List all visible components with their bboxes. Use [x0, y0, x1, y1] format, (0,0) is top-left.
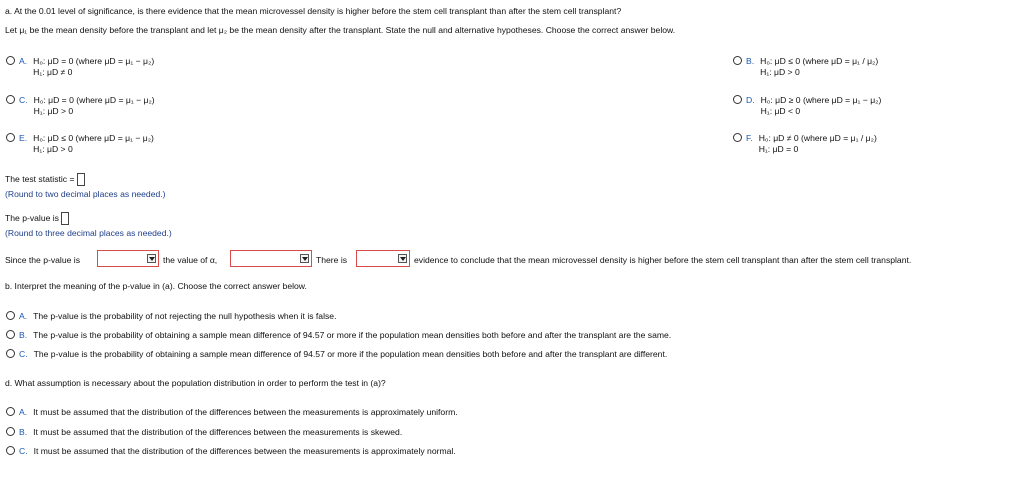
radio-button[interactable]	[733, 133, 742, 142]
option-letter: A.	[19, 311, 28, 321]
option-letter: E.	[19, 133, 28, 143]
option-text: The p-value is the probability of obtaining a sample mean difference of 94.57 or more if the population mean densities both before and after the transplant are the same.	[33, 330, 672, 340]
comparison-dropdown[interactable]	[97, 250, 159, 267]
conclusion-evidence: evidence to conclude that the mean microvessel density is higher before the stem cell transplant than after the stem cell transplant.	[414, 255, 912, 265]
option-e-hypothesis[interactable]	[6, 133, 154, 155]
option-letter: B.	[19, 330, 28, 340]
option-letter: A.	[19, 407, 28, 417]
option-c-hypothesis[interactable]	[6, 95, 155, 117]
radio-button[interactable]	[733, 95, 742, 104]
pvalue-input[interactable]	[61, 212, 69, 225]
test-statistic-note: (Round to two decimal places as needed.)	[5, 189, 166, 199]
option-letter: C.	[19, 95, 28, 105]
radio-button[interactable]	[6, 95, 15, 104]
alternative-hypothesis: H₁: μD ≠ 0	[33, 67, 73, 77]
part-b-question: b. Interpret the meaning of the p-value in (a). Choose the correct answer below.	[5, 281, 307, 291]
alternative-hypothesis: H₁: μD < 0	[760, 106, 801, 116]
pvalue-label: The p-value is	[5, 212, 59, 223]
radio-button[interactable]	[6, 311, 15, 320]
option-b-hypothesis[interactable]	[733, 56, 878, 78]
option-text: The p-value is the probability of not rejecting the null hypothesis when it is false.	[33, 311, 337, 321]
radio-button[interactable]	[6, 56, 15, 65]
option-d-hypothesis[interactable]	[733, 95, 881, 117]
radio-button[interactable]	[6, 330, 15, 339]
null-hypothesis: H₀: μD = 0 (where μD = μ₁ − μ₂)	[33, 56, 155, 66]
option-b-c[interactable]	[6, 349, 667, 359]
conclusion-since: Since the p-value is	[5, 255, 80, 265]
alternative-hypothesis: H₁: μD > 0	[760, 67, 800, 77]
option-b-a[interactable]	[6, 311, 336, 321]
radio-button[interactable]	[6, 133, 15, 142]
option-letter: B.	[746, 56, 755, 66]
option-letter: A.	[19, 56, 28, 66]
test-statistic-input[interactable]	[77, 173, 85, 186]
option-letter: F.	[746, 133, 753, 143]
option-f-hypothesis[interactable]	[733, 133, 877, 155]
conclusion-there-is: There is	[316, 255, 348, 265]
test-statistic-row	[5, 173, 85, 186]
null-hypothesis: H₀: μD ≤ 0 (where μD = μ₁ − μ₂)	[33, 133, 154, 143]
alternative-hypothesis: H₁: μD > 0	[33, 106, 74, 116]
option-text: It must be assumed that the distribution of the differences between the measurements is approximately normal.	[33, 446, 456, 456]
option-a-hypothesis[interactable]	[6, 56, 154, 78]
option-b-b[interactable]	[6, 330, 671, 340]
test-statistic-label: The test statistic =	[5, 173, 75, 184]
option-letter: B.	[19, 427, 28, 437]
chevron-down-icon[interactable]	[147, 254, 156, 263]
radio-button[interactable]	[6, 349, 15, 358]
conclusion-alpha: the value of α,	[163, 255, 218, 265]
option-letter: D.	[746, 95, 755, 105]
option-d-a[interactable]	[6, 407, 458, 417]
null-hypothesis: H₀: μD ≠ 0 (where μD = μ₁ / μ₂)	[758, 133, 877, 143]
alternative-hypothesis: H₁: μD > 0	[33, 144, 73, 154]
option-text: It must be assumed that the distribution of the differences between the measurements is skewed.	[33, 427, 403, 437]
option-d-b[interactable]	[6, 427, 402, 437]
option-text: The p-value is the probability of obtaining a sample mean difference of 94.57 or more if the population mean densities both before and after the transplant are different.	[33, 349, 668, 359]
option-letter: C.	[19, 349, 28, 359]
radio-button[interactable]	[733, 56, 742, 65]
null-hypothesis: H₀: μD = 0 (where μD = μ₁ − μ₂)	[33, 95, 155, 105]
option-d-c[interactable]	[6, 446, 456, 456]
chevron-down-icon[interactable]	[398, 254, 407, 263]
evidence-dropdown[interactable]	[356, 250, 410, 267]
radio-button[interactable]	[6, 446, 15, 455]
part-a-instruction: Let μ₁ be the mean density before the transplant and let μ₂ be the mean density after the transplant. State the null and alternative hypotheses. Choose the correct answer below.	[5, 25, 676, 35]
null-hypothesis: H₀: μD ≥ 0 (where μD = μ₁ − μ₂)	[760, 95, 882, 105]
part-a-question: a. At the 0.01 level of significance, is there evidence that the mean microvessel density is higher before the stem cell transplant than after the stem cell transplant?	[5, 6, 622, 16]
chevron-down-icon[interactable]	[300, 254, 309, 263]
alternative-hypothesis: H₁: μD = 0	[758, 144, 799, 154]
radio-button[interactable]	[6, 427, 15, 436]
part-d-question: d. What assumption is necessary about the population distribution in order to perform the test in (a)?	[5, 378, 386, 388]
radio-button[interactable]	[6, 407, 15, 416]
pvalue-row	[5, 212, 69, 225]
null-hypothesis: H₀: μD ≤ 0 (where μD = μ₁ / μ₂)	[760, 56, 879, 66]
pvalue-note: (Round to three decimal places as needed.)	[5, 228, 172, 238]
option-text: It must be assumed that the distribution of the differences between the measurements is approximately uniform.	[33, 407, 458, 417]
reject-dropdown[interactable]	[230, 250, 312, 267]
option-letter: C.	[19, 446, 28, 456]
